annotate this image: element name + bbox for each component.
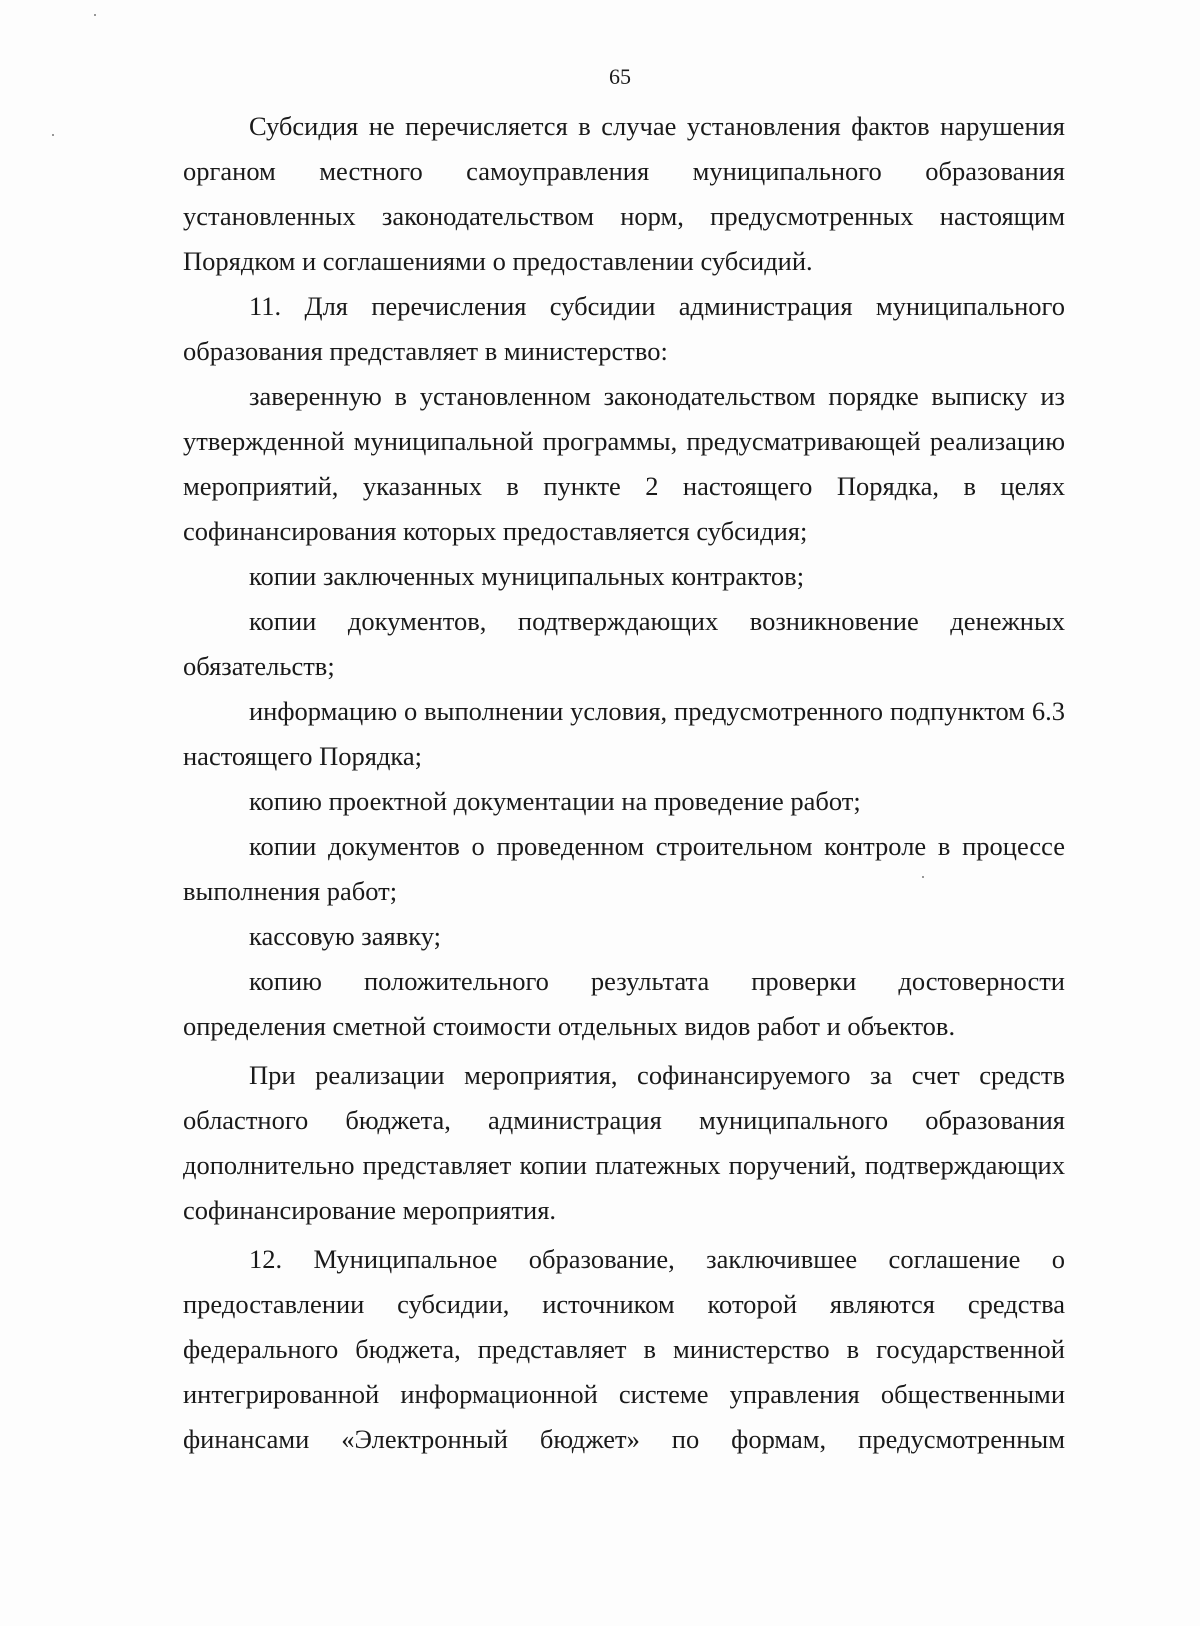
page-number: 65 [609, 64, 631, 89]
paragraph-item-12: 12. Муниципальное образование, заключившее соглашение о предоставлении субсидии, источником которой являются средства федерального бюджета, представляет в министерство в государственной интегрированной информационной системе управления общественными финансами «Электронный бюджет» по формам, предусмотренным [183, 1244, 1065, 1454]
list-item-program-extract: заверенную в установленном законодательством порядке выписку из утвержденной муниципальной программы, предусматривающей реализацию мероприятий, указанных в пункте 2 настоящего Порядка, в целях софинансирования которых предоставляется субсидия; [183, 381, 1065, 546]
list-item-condition-info: информацию о выполнении условия, предусмотренного подпунктом 6.3 настоящего Порядка; [183, 696, 1065, 771]
list-item-obligation-documents: копии документов, подтверждающих возникновение денежных обязательств; [183, 606, 1065, 681]
scan-speck [922, 876, 924, 878]
list-item-estimate-verification: копию положительного результата проверки достоверности определения сметной стоимости отдельных видов работ и объектов. [183, 966, 1065, 1041]
scan-speck [94, 14, 96, 16]
document-body [183, 104, 1065, 1462]
list-item-contracts: копии заключенных муниципальных контрактов; [249, 561, 805, 591]
list-item-construction-control: копии документов о проведенном строительном контроле в процессе выполнения работ; [183, 831, 1065, 906]
scan-speck [52, 134, 54, 136]
paragraph-item-11: 11. Для перечисления субсидии администрация муниципального образования представляет в министерство: [183, 291, 1065, 366]
list-item-cash-request: кассовую заявку; [249, 921, 441, 951]
list-item-project-documentation: копию проектной документации на проведение работ; [249, 786, 861, 816]
paragraph-subsidy-not-transferred: Субсидия не перечисляется в случае установления фактов нарушения органом местного самоуправления муниципального образования установленных законодательством норм, предусмотренных настоящим Порядком и соглашениями о предоставлении субсидий. [183, 111, 1065, 276]
paragraph-regional-budget: При реализации мероприятия, софинансируемого за счет средств областного бюджета, администрация муниципального образования дополнительно представляет копии платежных поручений, подтверждающих софинансирование мероприятия. [183, 1060, 1065, 1225]
